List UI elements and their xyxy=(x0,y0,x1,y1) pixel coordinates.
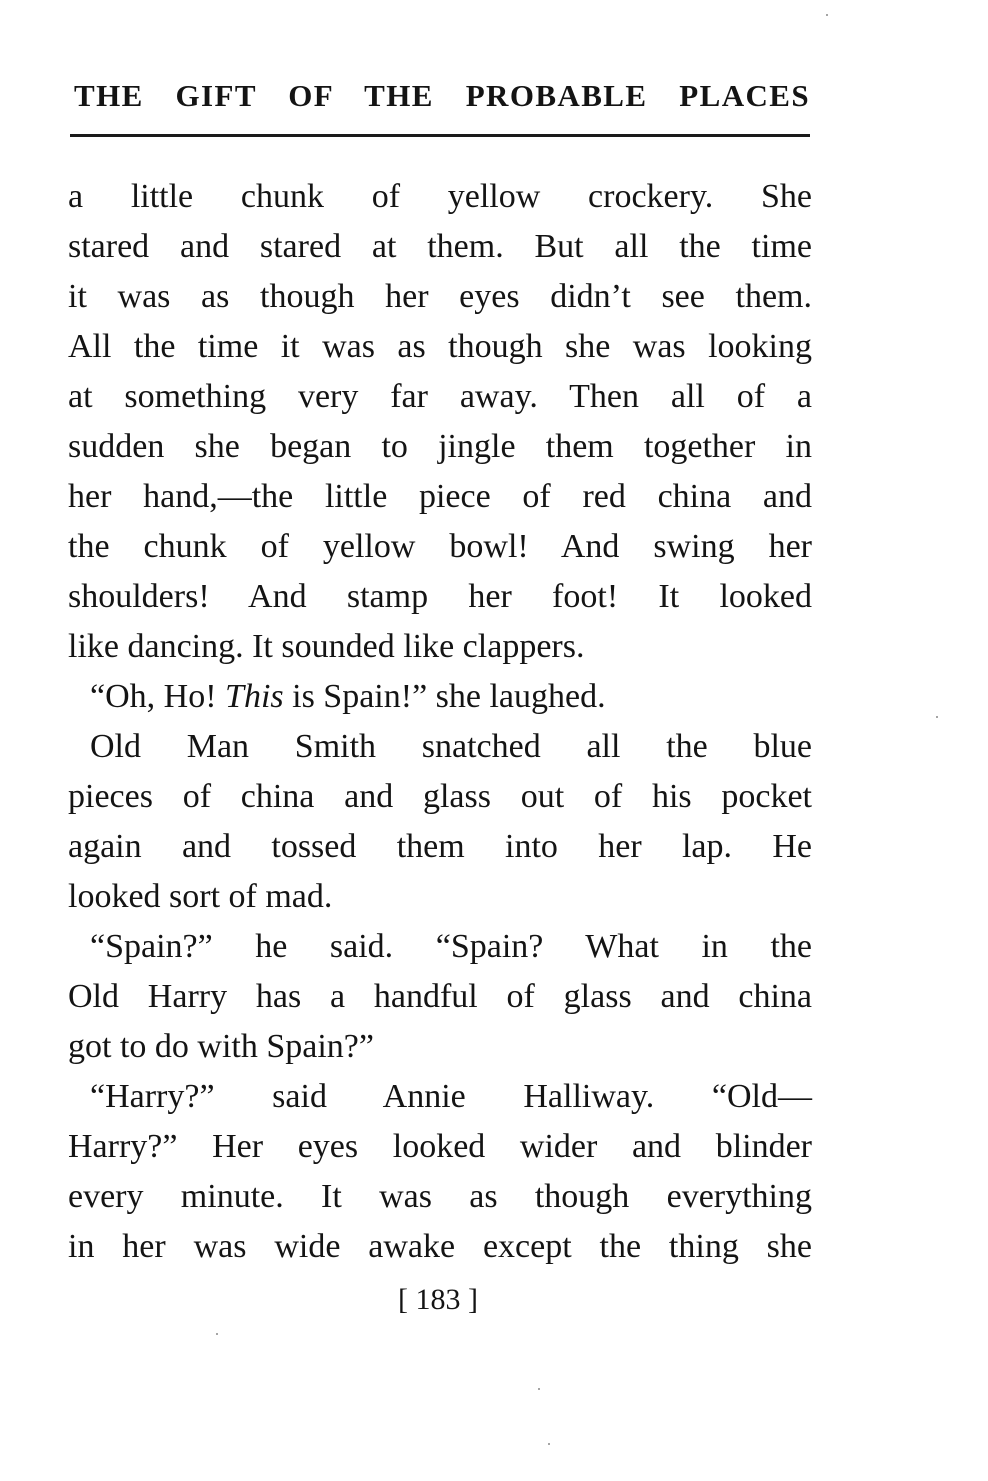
text-line: got to do with Spain?” xyxy=(68,1028,374,1065)
text-line: every minute. It was as though everything xyxy=(68,1178,812,1215)
text-line: in her was wide awake except the thing she xyxy=(68,1228,812,1265)
text-line: like dancing. It sounded like clappers. xyxy=(68,628,585,665)
running-head-title: THE GIFT OF THE PROBABLE PLACES xyxy=(74,78,810,113)
text-line-dialogue xyxy=(68,672,812,722)
text-fragment: is Spain!” she laughed. xyxy=(283,678,606,715)
print-speck xyxy=(936,716,938,718)
text-line: looked sort of mad. xyxy=(68,878,333,915)
header-rule xyxy=(70,134,810,137)
italic-emphasis: This xyxy=(225,678,284,715)
text-line: stared and stared at them. But all the time xyxy=(68,228,812,265)
page-number: [ 183 ] xyxy=(398,1283,478,1316)
text-line: at something very far away. Then all of a xyxy=(68,378,812,415)
body-text xyxy=(68,172,812,1272)
text-line: Old Man Smith snatched all the blue xyxy=(90,728,812,765)
text-line: All the time it was as though she was looking xyxy=(68,328,812,365)
print-speck xyxy=(538,1388,540,1390)
text-line: Harry?” Her eyes looked wider and blinder xyxy=(68,1128,812,1165)
text-line: Old Harry has a handful of glass and china xyxy=(68,978,812,1015)
print-speck xyxy=(548,1443,550,1445)
text-line: sudden she began to jingle them together in xyxy=(68,428,812,465)
text-line: “Spain?” he said. “Spain? What in the xyxy=(90,928,812,965)
text-line: shoulders! And stamp her foot! It looked xyxy=(68,578,812,615)
text-line: it was as though her eyes didn’t see them. xyxy=(68,278,812,315)
text-line: the chunk of yellow bowl! And swing her xyxy=(68,528,812,565)
text-line: again and tossed them into her lap. He xyxy=(68,828,812,865)
text-line: a little chunk of yellow crockery. She xyxy=(68,178,812,215)
print-speck xyxy=(216,1333,218,1335)
print-speck xyxy=(826,14,828,16)
text-line: “Harry?” said Annie Halliway. “Old— xyxy=(90,1078,812,1115)
text-line: pieces of china and glass out of his pocket xyxy=(68,778,812,815)
text-line: her hand,—the little piece of red china and xyxy=(68,478,812,515)
text-fragment: “Oh, Ho! xyxy=(90,678,226,715)
